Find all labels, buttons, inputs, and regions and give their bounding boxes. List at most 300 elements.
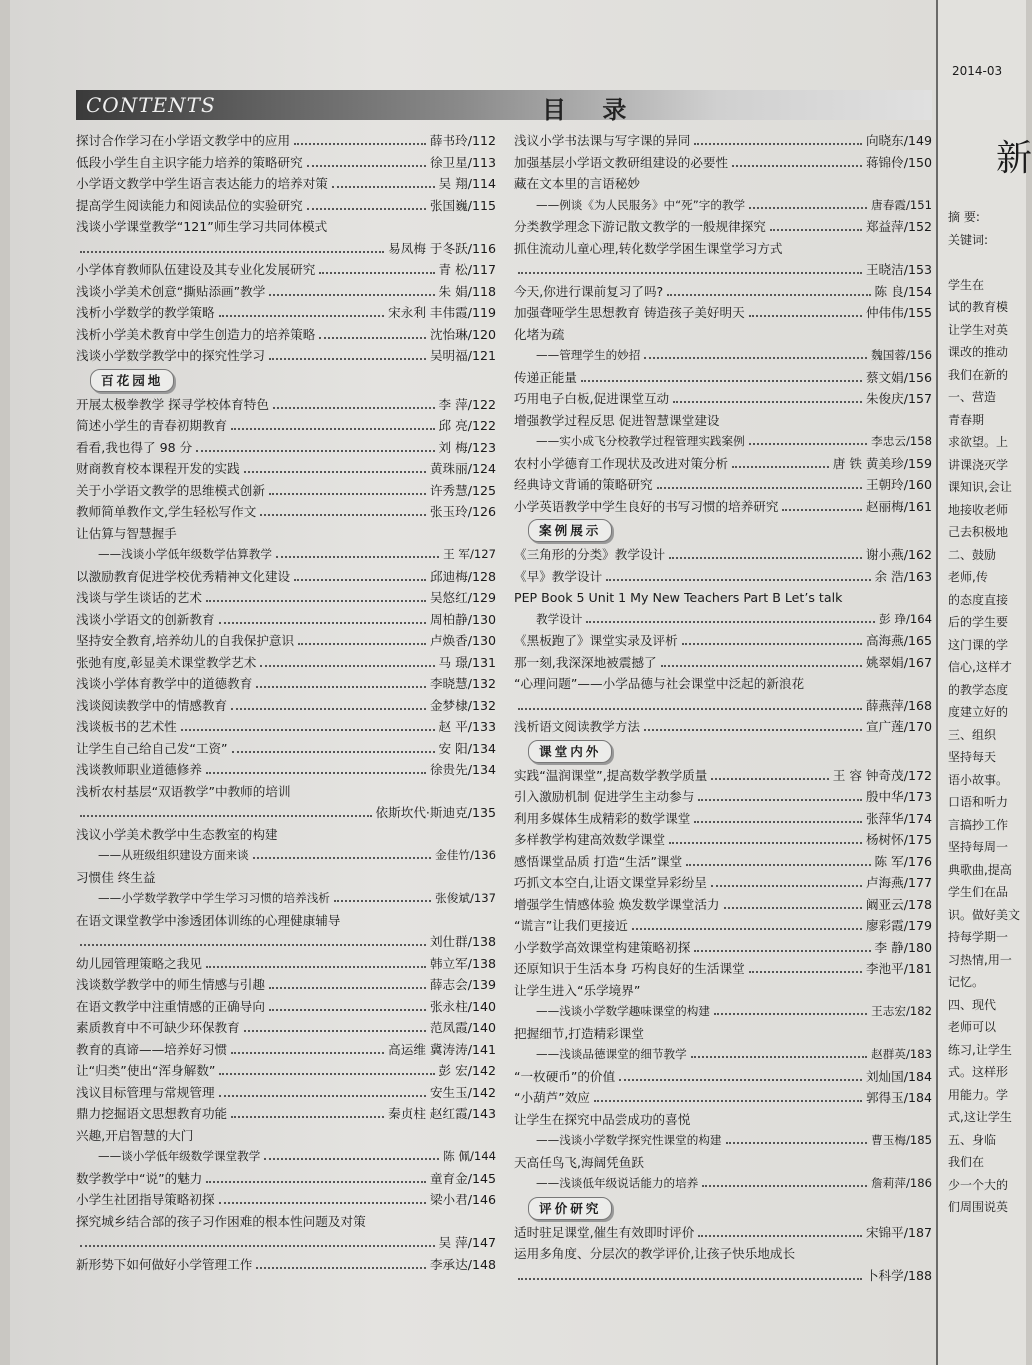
toc-entry-continuation[interactable]: [76, 238, 496, 260]
entry-title: 浅议目标管理与常规管理: [76, 1084, 215, 1100]
leader-dots: [219, 1095, 426, 1097]
entry-title: 多样教学构建高效数学课堂: [514, 832, 666, 847]
leader-dots: [644, 357, 867, 359]
leader-dots: [711, 778, 828, 780]
leader-dots: [694, 821, 862, 823]
toc-entry-continuation[interactable]: [514, 695, 932, 717]
entry-title: PEP Book 5 Unit 1 My New Teachers Part B Let’s talk: [514, 590, 843, 605]
toc-entry[interactable]: [514, 238, 932, 260]
toc-entry[interactable]: [514, 367, 932, 389]
toc-entry[interactable]: [514, 1222, 932, 1244]
toc-entry[interactable]: [514, 958, 932, 980]
toc-entry[interactable]: [76, 974, 496, 996]
toc-left-column: [76, 130, 496, 1275]
leader-dots: [749, 315, 862, 317]
entry-author-page: 卢海燕/177: [865, 875, 932, 890]
entry-author-page: 周柏静/130: [429, 611, 496, 627]
leader-dots: [260, 514, 426, 516]
entry-author-page: 徐卫星/113: [429, 154, 496, 170]
entry-author-page: 徐贵先/134: [429, 762, 496, 777]
toc-entry[interactable]: [514, 410, 932, 432]
toc-entry[interactable]: [514, 829, 932, 851]
toc-entry[interactable]: [514, 587, 932, 609]
entry-title: 传递正能量: [514, 369, 577, 385]
entry-title: 运用多角度、分层次的教学评价,让孩子快乐地成长: [514, 1246, 796, 1261]
entry-author-page: 吴 翔/114: [438, 176, 496, 191]
toc-entry[interactable]: [76, 1125, 496, 1147]
leader-dots: [219, 622, 426, 624]
leader-dots: [691, 1056, 867, 1058]
toc-entry[interactable]: [514, 937, 932, 959]
toc-entry[interactable]: [514, 281, 932, 303]
entry-subtitle: ——浅谈品德课堂的细节教学: [536, 1047, 687, 1061]
leader-dots: [661, 665, 862, 667]
entry-author-page: 蔡文娟/156: [865, 369, 932, 385]
entry-author-page: 唐 铁 黄美珍/159: [832, 455, 932, 471]
toc-entry[interactable]: [514, 894, 932, 916]
toc-entry[interactable]: [76, 1211, 496, 1233]
toc-entry[interactable]: [76, 523, 496, 545]
entry-subtitle: ——从班级组织建设方面来谈: [98, 848, 249, 862]
toc-entry[interactable]: [514, 980, 932, 1002]
entry-subtitle: 教学设计: [536, 611, 583, 626]
entry-title: 浅析小学美术教育中学生创造力的培养策略: [76, 326, 316, 342]
adjacent-page-line: 青春期: [948, 412, 985, 427]
entry-author-page: 陈 良/154: [874, 283, 932, 299]
toc-subtitle[interactable]: [514, 195, 932, 217]
section-header: [514, 1195, 932, 1222]
entry-author-page: 薛燕萍/168: [865, 697, 932, 713]
section-title: 课堂内外: [528, 740, 612, 763]
entry-author-page: 唐春霞/151: [871, 197, 932, 212]
entry-author-page: 金佳竹/136: [435, 848, 496, 862]
toc-entry[interactable]: [76, 394, 496, 416]
toc-entry[interactable]: [514, 152, 932, 174]
adjacent-page-line: 学生在: [948, 277, 985, 292]
entry-title: 让“归类”使出“浑身解数”: [76, 1063, 216, 1078]
adjacent-page-line: 的态度直接: [948, 592, 1009, 607]
leader-dots: [711, 885, 862, 887]
toc-entry[interactable]: [514, 302, 932, 324]
toc-entry[interactable]: [514, 1023, 932, 1045]
entry-title: 小学语文教学中学生语言表达能力的培养对策: [76, 176, 328, 191]
toc-entry[interactable]: [76, 130, 496, 152]
adjacent-page-line: 式,这让学生: [948, 1110, 1012, 1124]
leader-dots: [732, 165, 862, 167]
toc-subtitle[interactable]: [514, 1173, 932, 1195]
adjacent-page-line: 地接收老师: [948, 502, 1009, 517]
adjacent-page-line: 我们在: [948, 1155, 985, 1169]
leader-dots: [518, 708, 862, 710]
toc-entry[interactable]: [76, 738, 496, 760]
toc-entry[interactable]: [514, 496, 932, 518]
leader-dots: [269, 493, 426, 495]
leader-dots: [269, 987, 426, 989]
leader-dots: [231, 1116, 384, 1118]
toc-entry[interactable]: [76, 996, 496, 1018]
entry-title: 以激励教育促进学校优秀精神文化建设: [76, 568, 291, 584]
entry-author-page: 陈 佩/144: [443, 1149, 496, 1163]
leader-dots: [749, 207, 867, 209]
entry-title: 浅谈小学数学教学中的探究性学习: [76, 348, 265, 363]
entry-author-page: 韩立军/138: [429, 955, 496, 971]
toc-entry[interactable]: [76, 630, 496, 652]
leader-dots: [276, 556, 439, 558]
leader-dots: [260, 665, 434, 667]
entry-author-page: 曹玉梅/185: [871, 1133, 932, 1147]
entry-author-page: 王 军/127: [443, 547, 496, 561]
leader-dots: [298, 643, 426, 645]
leader-dots: [782, 509, 861, 511]
entry-author-page: 宋锦平/187: [865, 1224, 932, 1240]
entry-author-page: 宋永利 丰伟霞/119: [388, 305, 496, 320]
toc-subtitle[interactable]: [76, 544, 496, 566]
entry-author-page: 陈 军/176: [874, 853, 932, 869]
entry-author-page: 魏国蓉/156: [871, 348, 932, 362]
toc-entry[interactable]: [76, 195, 496, 217]
toc-entry[interactable]: [514, 388, 932, 410]
toc-entry[interactable]: [514, 216, 932, 238]
leader-dots: [682, 643, 862, 645]
leader-dots: [219, 1073, 434, 1075]
toc-entry[interactable]: [514, 652, 932, 674]
toc-entry[interactable]: [514, 808, 932, 830]
toc-entry[interactable]: [514, 544, 932, 566]
toc-entry[interactable]: [76, 458, 496, 480]
leader-dots: [770, 229, 862, 231]
toc-entry[interactable]: [514, 566, 932, 588]
leader-dots: [294, 579, 426, 581]
toc-entry[interactable]: [514, 872, 932, 894]
adjacent-page-line: 我们在新的: [948, 367, 1009, 382]
leader-dots: [219, 1202, 426, 1204]
adjacent-page-line: 度建立好的: [948, 705, 1009, 719]
adjacent-page-line: 们周围说英: [948, 1200, 1009, 1214]
toc-entry[interactable]: [76, 867, 496, 889]
leader-dots: [726, 1142, 868, 1144]
adjacent-page-line: 坚持每天: [948, 750, 997, 764]
toc-entry[interactable]: [514, 173, 932, 195]
toc-entry[interactable]: [514, 130, 932, 152]
toc-entry[interactable]: [76, 259, 496, 281]
entry-author-page: 蒋锦伶/150: [865, 154, 932, 170]
entry-title: 《黑板跑了》课堂实录及评析: [514, 633, 678, 648]
toc-entry-continuation[interactable]: [514, 1265, 932, 1287]
toc-entry[interactable]: [76, 152, 496, 174]
entry-title: 巧抓文本空白,让语文课堂异彩纷呈: [514, 875, 707, 890]
entry-title: 增强教学过程反思 促进智慧课堂建设: [514, 412, 720, 428]
adjacent-page-line: 练习,让学生: [948, 1042, 1012, 1057]
leader-dots: [206, 600, 426, 602]
leader-dots: [206, 772, 426, 774]
toc-entry-continuation[interactable]: [76, 802, 496, 824]
toc-entry[interactable]: [76, 173, 496, 195]
leader-dots: [244, 471, 426, 473]
toc-entry[interactable]: [76, 652, 496, 674]
section-header: [76, 367, 496, 394]
toc-subtitle[interactable]: [514, 1001, 932, 1023]
entry-author-page: 王 容 钟奇茂/172: [832, 767, 932, 783]
toc-subtitle[interactable]: [514, 1130, 932, 1152]
leader-dots: [269, 1009, 426, 1011]
toc-entry[interactable]: [76, 695, 496, 717]
leader-dots: [307, 165, 426, 167]
leader-dots: [657, 487, 862, 489]
toc-entry[interactable]: [514, 851, 932, 873]
contents-label: CONTENTS: [86, 93, 216, 117]
entry-author-page: 安生玉/142: [429, 1084, 496, 1100]
adjacent-page-line: 少一个大的: [948, 1177, 1009, 1192]
adjacent-page-line: 三、组织: [948, 727, 997, 742]
entry-title: 兴趣,开启智慧的大门: [76, 1127, 194, 1143]
entry-title: 浅谈小学美术创意“撕贴添画”教学: [76, 283, 266, 299]
entry-title: “心理问题”——小学品德与社会课堂中泛起的新浪花: [514, 676, 805, 691]
adjacent-page-line: 言搞抄工作: [948, 817, 1009, 832]
leader-dots: [231, 1052, 384, 1054]
adjacent-page-line: 四、现代: [948, 997, 997, 1012]
entry-author-page: 李承达/148: [429, 1256, 496, 1272]
toc-entry[interactable]: [514, 630, 932, 652]
toc-entry[interactable]: [514, 324, 932, 346]
entry-title: 提高学生阅读能力和阅读品位的实验研究: [76, 197, 303, 213]
entry-author-page: 张永柱/140: [429, 998, 496, 1014]
toc-entry[interactable]: [76, 480, 496, 502]
entry-author-page: 高海燕/165: [865, 633, 932, 648]
entry-author-page: 吴 萍/147: [438, 1235, 496, 1250]
leader-dots: [80, 1245, 435, 1247]
leader-dots: [619, 1079, 862, 1081]
entry-author-page: 张国巍/115: [429, 197, 496, 213]
toc-entry[interactable]: [76, 1039, 496, 1061]
toc-entry[interactable]: [514, 716, 932, 738]
toc-entry[interactable]: [76, 302, 496, 324]
toc-entry[interactable]: [514, 1109, 932, 1131]
toc-entry[interactable]: [76, 566, 496, 588]
entry-author-page: 王晓洁/153: [865, 262, 932, 277]
toc-entry[interactable]: [514, 765, 932, 787]
toc-entry[interactable]: [76, 781, 496, 803]
entry-title: 《早》教学设计: [514, 568, 603, 584]
entry-title: 浅谈小学体育教学中的道德教育: [76, 676, 253, 691]
toc-entry[interactable]: [76, 1168, 496, 1190]
toc-entry[interactable]: [514, 1243, 932, 1265]
leader-dots: [686, 864, 870, 866]
adjacent-page-line: 式。这样形: [948, 1065, 1009, 1079]
entry-title: 化堵为疏: [514, 326, 565, 342]
entry-title: 那一刻,我深深地被震撼了: [514, 654, 657, 670]
entry-author-page: 刘 梅/123: [438, 439, 496, 455]
toc-entry[interactable]: [76, 415, 496, 437]
entry-title: “谎言”让我们更接近: [514, 918, 628, 933]
toc-entry[interactable]: [514, 1087, 932, 1109]
leader-dots: [256, 1267, 426, 1269]
entry-author-page: 安 阳/134: [438, 740, 496, 756]
toc-entry[interactable]: [514, 1066, 932, 1088]
toc-entry[interactable]: [76, 345, 496, 367]
entry-author-page: 沈怡琳/120: [429, 326, 496, 342]
entry-author-page: 彭 宏/142: [438, 1063, 496, 1078]
toc-entry-continuation[interactable]: [76, 1232, 496, 1254]
leader-dots: [256, 686, 426, 688]
toc-entry[interactable]: [514, 915, 932, 937]
entry-author-page: 郑益萍/152: [865, 219, 932, 234]
entry-title: 感悟课堂品质 打造“生活”课堂: [514, 853, 683, 869]
entry-title: 天高任鸟飞,海阔凭鱼跃: [514, 1154, 644, 1170]
entry-author-page: 刘仕群/138: [429, 934, 496, 949]
toc-entry[interactable]: [76, 673, 496, 695]
toc-subtitle[interactable]: [76, 845, 496, 867]
toc-entry-continuation[interactable]: [76, 931, 496, 953]
entry-title: 《三角形的分类》教学设计: [514, 547, 666, 562]
entry-title: 抓住流动儿童心理,转化数学学困生课堂学习方式: [514, 240, 783, 256]
entry-title: 浅谈教师职业道德修养: [76, 762, 202, 777]
leader-dots: [232, 751, 435, 753]
entry-author-page: 余 浩/163: [874, 568, 932, 584]
entry-title: 适时驻足课堂,催生有效即时评价: [514, 1224, 695, 1240]
adjacent-page-line: 语小故事。: [948, 772, 1009, 787]
toc-subtitle[interactable]: [514, 609, 932, 631]
entry-title: 小学数学高效课堂构建策略初探: [514, 939, 691, 955]
entry-author-page: 金梦棣/132: [429, 697, 496, 713]
entry-author-page: 卢焕香/130: [429, 633, 496, 648]
entry-author-page: 姚翠娟/167: [865, 654, 932, 670]
entry-author-page: 张俊斌/137: [435, 891, 496, 905]
toc-entry[interactable]: [76, 1082, 496, 1104]
section-title: 百花园地: [90, 369, 174, 392]
toc-subtitle[interactable]: [76, 888, 496, 910]
toc-entry[interactable]: [76, 437, 496, 459]
toc-entry[interactable]: [76, 587, 496, 609]
entry-author-page: 邱 亮/122: [438, 418, 496, 433]
entry-title: 探讨合作学习在小学语文教学中的应用: [76, 133, 291, 148]
entry-author-page: 詹莉萍/186: [871, 1176, 932, 1190]
toc-entry[interactable]: [76, 953, 496, 975]
entry-title: “一枚硬币”的价值: [514, 1068, 616, 1084]
entry-title: 浅析农村基层“双语教学”中教师的培训: [76, 783, 291, 799]
entry-author-page: 梁小君/146: [429, 1192, 496, 1207]
entry-author-page: 王朝玲/160: [865, 477, 932, 492]
toc-entry[interactable]: [76, 216, 496, 238]
leader-dots: [632, 928, 862, 930]
toc-entry[interactable]: [76, 1103, 496, 1125]
entry-subtitle: ——浅谈小学数学探究性课堂的构建: [536, 1133, 722, 1147]
toc-entry[interactable]: [514, 1152, 932, 1174]
toc-entry[interactable]: [76, 501, 496, 523]
section-header: [514, 517, 932, 544]
toc-subtitle[interactable]: [514, 345, 932, 367]
toc-entry[interactable]: [76, 324, 496, 346]
adjacent-page-line: 课知识,会让: [948, 480, 1012, 494]
entry-title: 藏在文本里的言语秘妙: [514, 176, 640, 191]
toc-entry[interactable]: [514, 786, 932, 808]
entry-title: 关于小学语文教学的思维模式创新: [76, 482, 265, 498]
entry-title: 加强聋哑学生思想教育 铸造孩子美好明天: [514, 305, 745, 320]
entry-author-page: 仲伟伟/155: [865, 305, 932, 320]
adjacent-page-line: 记忆。: [948, 975, 985, 989]
entry-subtitle: ——谈小学低年级数学课堂教学: [98, 1149, 261, 1163]
entry-title: 坚持安全教育,培养幼儿的自我保护意识: [76, 633, 295, 648]
section-title: 评价研究: [528, 1197, 612, 1220]
issue-date: 2014-03: [952, 64, 1003, 78]
toc-subtitle[interactable]: [76, 1146, 496, 1168]
entry-title: 让学生自己给自己发“工资”: [76, 740, 228, 756]
leader-dots: [196, 450, 434, 452]
adjacent-page-line: 二、鼓励: [948, 547, 997, 562]
entry-title: 小学英语教学中学生良好的书写习惯的培养研究: [514, 498, 779, 514]
adjacent-page-line: 这门课的学: [948, 637, 1009, 652]
entry-title: 教育的真谛——培养好习惯: [76, 1041, 228, 1057]
toc-entry[interactable]: [514, 453, 932, 475]
leader-dots: [749, 443, 867, 445]
toc-entry[interactable]: [76, 910, 496, 932]
entry-title: 看看,我也得了 98 分: [76, 439, 193, 455]
toc-entry[interactable]: [76, 716, 496, 738]
toc-entry[interactable]: [514, 673, 932, 695]
entry-author-page: 彭 琤/164: [879, 611, 932, 626]
leader-dots: [694, 950, 870, 952]
entry-title: 把握细节,打造精彩课堂: [514, 1025, 644, 1041]
entry-title: 开展太极拳教学 探寻学校体育特色: [76, 396, 269, 412]
entry-subtitle: ——管理学生的妙招: [536, 348, 641, 362]
entry-title: 教师简单教作文,学生轻松写作文: [76, 504, 257, 519]
toc-subtitle[interactable]: [514, 431, 932, 453]
leader-dots: [319, 337, 426, 339]
adjacent-page-line: 求欲望。上: [948, 435, 1009, 449]
leader-dots: [181, 729, 435, 731]
entry-author-page: 薛志会/139: [429, 977, 496, 992]
toc-entry[interactable]: [76, 824, 496, 846]
leader-dots: [273, 407, 435, 409]
entry-author-page: 青 松/117: [438, 262, 496, 277]
toc-right-column: [514, 130, 932, 1286]
contents-banner: [76, 90, 932, 124]
leader-dots: [269, 294, 434, 296]
entry-author-page: 李忠云/158: [871, 434, 932, 448]
entry-author-page: 向晓东/149: [865, 133, 932, 148]
leader-dots: [732, 466, 829, 468]
leader-dots: [698, 799, 862, 801]
leader-dots: [749, 971, 862, 973]
adjacent-page-line: 口语和听力: [948, 795, 1009, 809]
toc-subtitle[interactable]: [514, 1044, 932, 1066]
entry-title: 分类教学理念下游记散文教学的一般规律探究: [514, 219, 766, 234]
entry-author-page: 易凤梅 于冬跃/116: [388, 240, 496, 256]
toc-entry[interactable]: [514, 474, 932, 496]
toc-entry[interactable]: [76, 1254, 496, 1276]
leader-dots: [269, 358, 426, 360]
entry-title: 经典诗文背诵的策略研究: [514, 477, 653, 492]
toc-entry-continuation[interactable]: [514, 259, 932, 281]
toc-entry[interactable]: [76, 1060, 496, 1082]
toc-entry[interactable]: [76, 759, 496, 781]
adjacent-page-line: 试的教育模: [948, 300, 1009, 314]
entry-author-page: 赵 平/133: [438, 719, 496, 734]
toc-entry[interactable]: [76, 281, 496, 303]
toc-entry[interactable]: [76, 609, 496, 631]
toc-entry[interactable]: [76, 1189, 496, 1211]
entry-title: 农村小学德育工作现状及改进对策分析: [514, 455, 729, 471]
entry-author-page: 依斯坎代·斯迪克/135: [375, 805, 496, 820]
entry-subtitle: ——浅谈小学低年级数学估算教学: [98, 547, 272, 561]
entry-subtitle: ——浅谈小学数学趣味课堂的构建: [536, 1004, 710, 1018]
entry-title: 在语文教学中注重情感的正确导向: [76, 998, 265, 1014]
entry-author-page: 赵群英/183: [871, 1047, 932, 1061]
entry-author-page: 薛书玲/112: [429, 133, 496, 148]
toc-entry[interactable]: [76, 1017, 496, 1039]
adjacent-page-line: 讲课浇灭学: [948, 457, 1009, 472]
leader-dots: [694, 143, 862, 145]
entry-subtitle: ——小学数学教学中学生学习习惯的培养浅析: [98, 891, 330, 905]
